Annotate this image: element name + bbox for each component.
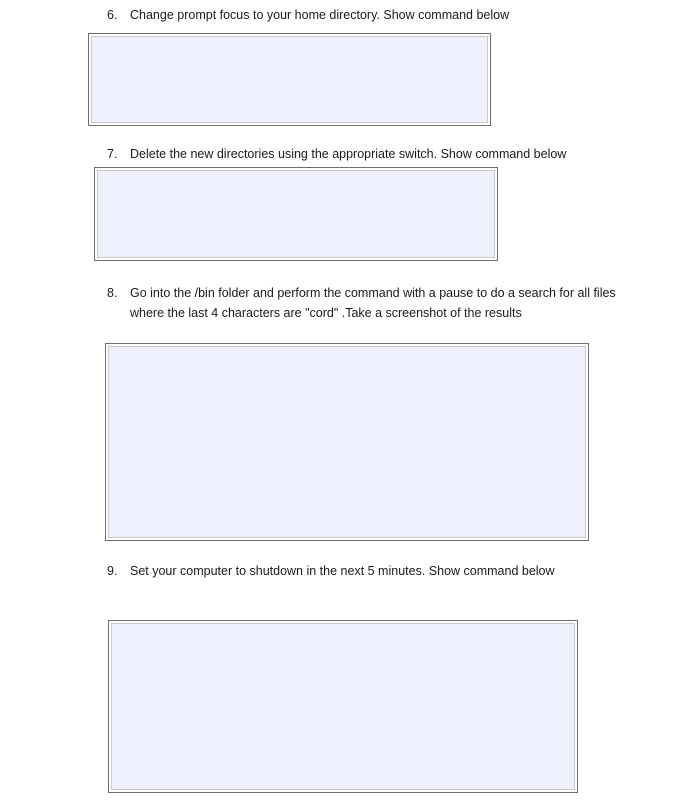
answer-box-9[interactable] xyxy=(108,620,578,793)
answer-field-9[interactable] xyxy=(109,621,577,792)
question-number: 8. xyxy=(107,286,118,300)
answer-field-8[interactable] xyxy=(106,344,588,540)
answer-box-8[interactable] xyxy=(105,343,589,541)
question-text: Change prompt focus to your home directory. Show command below xyxy=(130,8,510,22)
question-number: 9. xyxy=(107,564,118,578)
answer-box-6[interactable] xyxy=(88,33,491,126)
question-number: 7. xyxy=(107,147,118,161)
question-6 xyxy=(107,5,667,25)
question-9 xyxy=(107,561,667,581)
question-text: Go into the /bin folder and perform the command with a pause to do a search for all files where the last 4 characters are "cord" .Take a screenshot of the results xyxy=(130,286,616,320)
answer-field-6[interactable] xyxy=(89,34,490,125)
question-text: Set your computer to shutdown in the next 5 minutes. Show command below xyxy=(130,564,555,578)
question-number: 6. xyxy=(107,8,118,22)
answer-field-7[interactable] xyxy=(95,168,497,260)
question-8 xyxy=(107,283,637,323)
question-7 xyxy=(107,144,667,164)
answer-box-7[interactable] xyxy=(94,167,498,261)
question-text: Delete the new directories using the appropriate switch. Show command below xyxy=(130,147,567,161)
